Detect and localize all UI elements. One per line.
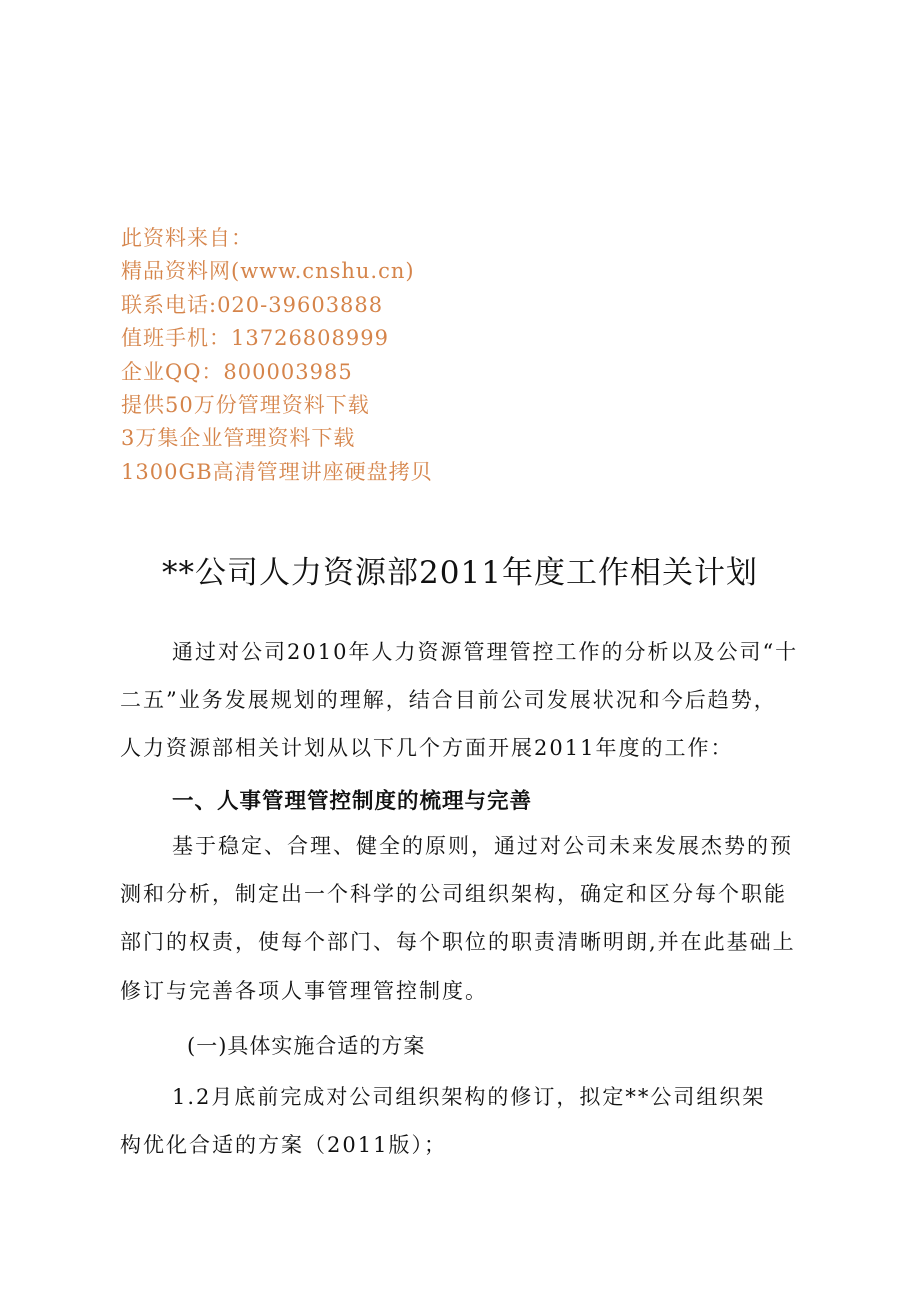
paragraph-line: 1.2月底前完成对公司组织架构的修订，拟定**公司组织架 — [172, 1085, 766, 1109]
section-paragraph — [120, 822, 810, 1015]
source-info-line: 1300GB高清管理讲座硬盘拷贝 — [121, 459, 433, 484]
paragraph-line: 测和分析，制定出一个科学的公司组织架构，确定和区分每个职能 — [120, 882, 787, 907]
source-info-line: 此资料来自： — [121, 226, 253, 250]
section-heading: 一、人事管理管控制度的梳理与完善 — [172, 789, 533, 814]
paragraph-line: 通过对公司2010年人力资源管理管控工作的分析以及公司“十 — [172, 640, 799, 664]
item-paragraph — [120, 1073, 810, 1169]
source-info-line: 联系电话:020-39603888 — [121, 292, 384, 317]
paragraph-line: 构优化合适的方案（2011版）； — [120, 1133, 447, 1158]
paragraph-line: 部门的权责，使每个部门、每个职位的职责清晰明朗,并在此基础上 — [120, 930, 796, 955]
subsection-heading: (一)具体实施合适的方案 — [187, 1034, 426, 1058]
paragraph-line: 修订与完善各项人事管理管控制度。 — [120, 978, 488, 1003]
document-title: **公司人力资源部2011年度工作相关计划 — [162, 555, 758, 591]
paragraph-line: 二五”业务发展规划的理解，结合目前公司发展状况和今后趋势， — [120, 688, 777, 713]
source-info-line: 3万集企业管理资料下载 — [121, 426, 356, 451]
source-info-line: 精品资料网(www.cnshu.cn) — [121, 259, 415, 284]
paragraph-line: 人力资源部相关计划从以下几个方面开展2011年度的工作： — [120, 736, 734, 761]
source-info-block — [121, 222, 541, 489]
paragraph-line: 基于稳定、合理、健全的原则，通过对公司未来发展杰势的预 — [172, 834, 793, 858]
source-info-line: 值班手机：13726808999 — [121, 326, 389, 351]
intro-paragraph — [120, 628, 810, 773]
source-info-line: 企业QQ：800003985 — [121, 359, 353, 384]
source-info-line: 提供50万份管理资料下载 — [121, 393, 370, 418]
